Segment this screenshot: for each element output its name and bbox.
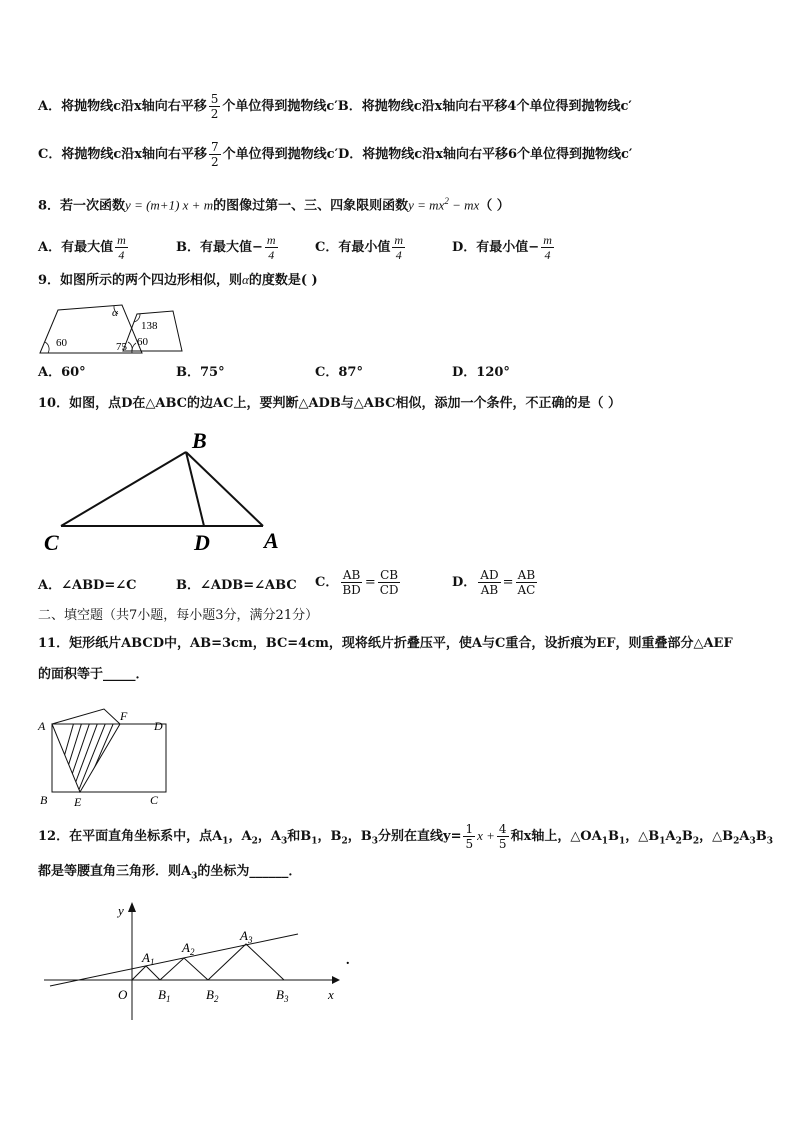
q10-option-d-label: D．: [452, 575, 477, 590]
q12-tri3-pre: ，△B: [699, 829, 734, 844]
q9-figure: [36, 300, 196, 358]
q7-option-a: [38, 92, 632, 121]
q11-label-c: C: [150, 793, 159, 807]
q11-folded-flap: [52, 709, 120, 724]
q12-line2-post: 的坐标为______．: [197, 864, 302, 879]
q12-label-x: x: [328, 987, 334, 1002]
q11-line2: 的面积等于_____．: [38, 667, 149, 682]
q8-option-b-num: m: [266, 233, 276, 247]
q10-option-b: B．∠ADB=∠ABC: [176, 578, 297, 593]
q10-option-c-equals: =: [364, 575, 376, 590]
q12-label-b2: $B_2$: [206, 987, 219, 1004]
q12-figure: [36, 898, 366, 1028]
q12-label-b1: $B_1$: [158, 987, 171, 1004]
q12-label-a3: $A_3$: [240, 928, 253, 945]
q9-fig1-angle-60: 60: [56, 337, 67, 349]
q12-tri2-pre: ，△B: [625, 829, 660, 844]
q7-option-c-frac-den: 2: [211, 155, 219, 169]
q10-option-d-den2: AC: [517, 583, 536, 597]
q10-option-c-num2: CB: [380, 568, 399, 582]
q10-option-c-label: C．: [315, 575, 339, 590]
q8-option-a: [38, 233, 130, 262]
q12-trailing-dot: .: [346, 953, 350, 968]
q12-sub-tri3-b2: 2: [733, 836, 740, 847]
q10-label-c: C: [44, 530, 59, 555]
q8-formula-quad-base: y = mx: [408, 197, 445, 213]
q10-option-d-num2: AB: [517, 568, 536, 582]
q10-option-c-num1: AB: [342, 568, 361, 582]
q12-line1-mid: 和B: [287, 829, 312, 844]
q8-stem: [38, 193, 510, 214]
q8-option-a-label: A．有最大值: [38, 240, 114, 255]
q8-option-c-den: 4: [395, 248, 402, 262]
q12-sub-tri2-b2: 2: [692, 836, 700, 847]
q7-option-b: B．将抛物线c沿x轴向右平移4个单位得到抛物线c′: [337, 99, 632, 114]
q12-sub-b3: 3: [371, 836, 379, 847]
q8-option-b-den: 4: [268, 248, 275, 262]
q7-option-c: [38, 140, 632, 169]
q12-x-arrow-icon: [332, 976, 340, 984]
q12-x-plus: x +: [477, 828, 495, 843]
q12-sep-4: ，: [347, 829, 361, 844]
q12-sub-a3: 3: [280, 836, 288, 847]
q12-sub-tri3-a3: 3: [749, 836, 756, 847]
q12-label-y: y: [118, 903, 124, 918]
q8-stem-pre: 8．若一次函数: [38, 198, 126, 214]
q8-option-b: [176, 233, 280, 262]
q7-option-c-post: 个单位得到抛物线c′: [222, 147, 338, 162]
q12-sub-tri2-b1: 1: [659, 836, 666, 847]
q8-option-d-num: m: [543, 233, 552, 247]
q8-formula-quad-exp: 2: [444, 196, 449, 206]
q8-option-d-minus: −: [528, 240, 540, 255]
q7-option-c-frac-num: 7: [211, 140, 219, 154]
q12-line: [50, 934, 298, 986]
q11-label-b: B: [40, 793, 48, 807]
q10-label-a: A: [264, 528, 279, 553]
q9-option-a: A．60°: [38, 365, 86, 380]
q8-stem-post: （ ）: [479, 198, 510, 214]
q7-option-a-frac-den: 2: [210, 107, 219, 121]
q10-option-a: A．∠ABD=∠C: [38, 578, 137, 593]
q8-option-c-num: m: [394, 233, 404, 247]
q8-option-c: [315, 233, 407, 262]
q12-sub-a2: 2: [251, 836, 258, 847]
q8-option-a-den: 4: [118, 248, 125, 262]
q9-fig2-angle-138: 138: [141, 320, 158, 332]
q7-option-a-post: 个单位得到抛物线c′: [222, 99, 338, 114]
q10-option-d-den1: AB: [480, 583, 499, 597]
q7-option-a-frac-num: 5: [210, 92, 219, 106]
q11-label-e: E: [74, 795, 82, 808]
q7-option-d: D．将抛物线c沿x轴向右平移6个单位得到抛物线c′: [338, 147, 633, 162]
q9-fig2-angle-60: 60: [137, 336, 148, 348]
q10-segment-ba: [186, 452, 263, 526]
q12-y-arrow-icon: [128, 902, 136, 912]
q12-sub-tri3-b3: 3: [766, 836, 774, 847]
q11-label-f: F: [120, 709, 128, 723]
q9-fig1-angle-alpha: α: [112, 307, 118, 319]
q8-option-b-minus: −: [252, 240, 263, 255]
q12-line2-sub: 3: [191, 871, 198, 882]
q10-segment-cb: [61, 452, 186, 526]
q12-triangle-3: [208, 944, 284, 980]
q10-figure: [36, 424, 296, 560]
q10-label-d: D: [194, 530, 210, 555]
q8-option-c-label: C．有最小值: [315, 240, 391, 255]
q12-label-a2: $A_2$: [182, 940, 195, 957]
q9-stem-text: 9．如图所示的两个四边形相似，则: [38, 273, 243, 288]
q12-frac2-den: 5: [498, 837, 507, 851]
q8-formula-quad-tail: − mx: [448, 197, 480, 213]
q12-sub-tri2-a2: 2: [675, 836, 682, 847]
q12-sep-3: ，: [317, 829, 331, 844]
q12-line1-post: 和x轴上，△OA: [510, 829, 602, 844]
q12-sub-tri1-b: 1: [619, 836, 626, 847]
q8-option-d-label: D．有最小值: [452, 240, 529, 255]
q12-sep-2: ，: [257, 829, 271, 844]
q10-option-c-den2: CD: [379, 583, 399, 597]
q7-option-c-text: C．将抛物线c沿x轴向右平移: [38, 147, 208, 162]
q12-line2-text: 都是等腰直角三角形．则A: [38, 864, 192, 879]
q10-option-d-num1: AD: [480, 568, 499, 582]
q9-option-c: C．87°: [315, 365, 363, 380]
q12-frac1-num: 1: [465, 822, 474, 836]
q11-line1: 11．矩形纸片ABCD中，AB=3cm，BC=4cm，现将纸片折叠压平，使A与C重合，设折痕为EF，则重叠部分△AEF: [38, 636, 733, 651]
q10-option-c-den1: BD: [342, 583, 361, 597]
q9-stem: [38, 272, 318, 289]
q8-option-b-label: B．有最大值: [176, 240, 252, 255]
q8-option-d: [452, 233, 556, 262]
q12-sep-1: ，: [228, 829, 242, 844]
q11-figure: [34, 704, 174, 808]
q12-label-o: O: [118, 987, 128, 1002]
q8-option-d-den: 4: [544, 248, 551, 262]
q11-label-a: A: [38, 719, 46, 733]
q12-line1: 12．在平面直角坐标系中，点$A_1$，$A_2$，$A_3$和$B_1$，$B_2$，$B_3$分别在直线y= $\frac{1}{5}$ x + $\frac{4}{5}$ 和x轴上，$\triangle OA_1B_1$，$\triangle B_1A_2B_2$，$\triangle B_2A_3B_3$: [38, 822, 774, 851]
q12-sub-tri1-a: 1: [601, 836, 608, 847]
section-2-title: 二、填空题（共7小题，每小题3分，满分21分）: [38, 608, 319, 623]
q9-option-d: D．120°: [452, 365, 510, 380]
q9-alpha: α: [242, 272, 249, 287]
q12-frac1-den: 5: [465, 837, 474, 851]
q10-option-d: [452, 568, 539, 597]
q12-sub-b2: 2: [341, 836, 348, 847]
q9-fig1-angle-75: 75: [116, 341, 127, 353]
q12-line1-mid2: 分别在直线y=: [378, 829, 462, 844]
q12-line1-pre: 12．在平面直角坐标系中，点A: [38, 829, 223, 844]
q10-stem: 10．如图，点D在△ABC的边AC上，要判断△ADB与△ABC相似，添加一个条件，不正确的是（ ）: [38, 396, 621, 411]
q12-label-b3: $B_3$: [276, 987, 289, 1004]
q12-sub-b1: 1: [311, 836, 318, 847]
q10-option-c: [315, 568, 403, 597]
q9-option-b: B．75°: [176, 365, 225, 380]
q11-label-d: D: [154, 719, 163, 733]
q12-label-a1: $A_1$: [142, 950, 155, 967]
q10-label-b: B: [192, 428, 207, 453]
q10-segment-bd: [186, 452, 204, 526]
q10-option-d-equals: =: [502, 575, 514, 590]
q7-option-a-text: A．将抛物线c沿x轴向右平移: [38, 99, 207, 114]
q12-line2: [38, 864, 301, 885]
q8-option-a-num: m: [117, 233, 126, 247]
q9-stem-post: 的度数是( ): [248, 273, 318, 288]
q8-stem-mid: 的图像过第一、三、四象限则函数: [213, 198, 409, 214]
q12-frac2-num: 4: [498, 822, 507, 836]
q12-sub-a1: 1: [222, 836, 229, 847]
q8-formula-linear: y = (m+1) x + m: [125, 197, 214, 213]
